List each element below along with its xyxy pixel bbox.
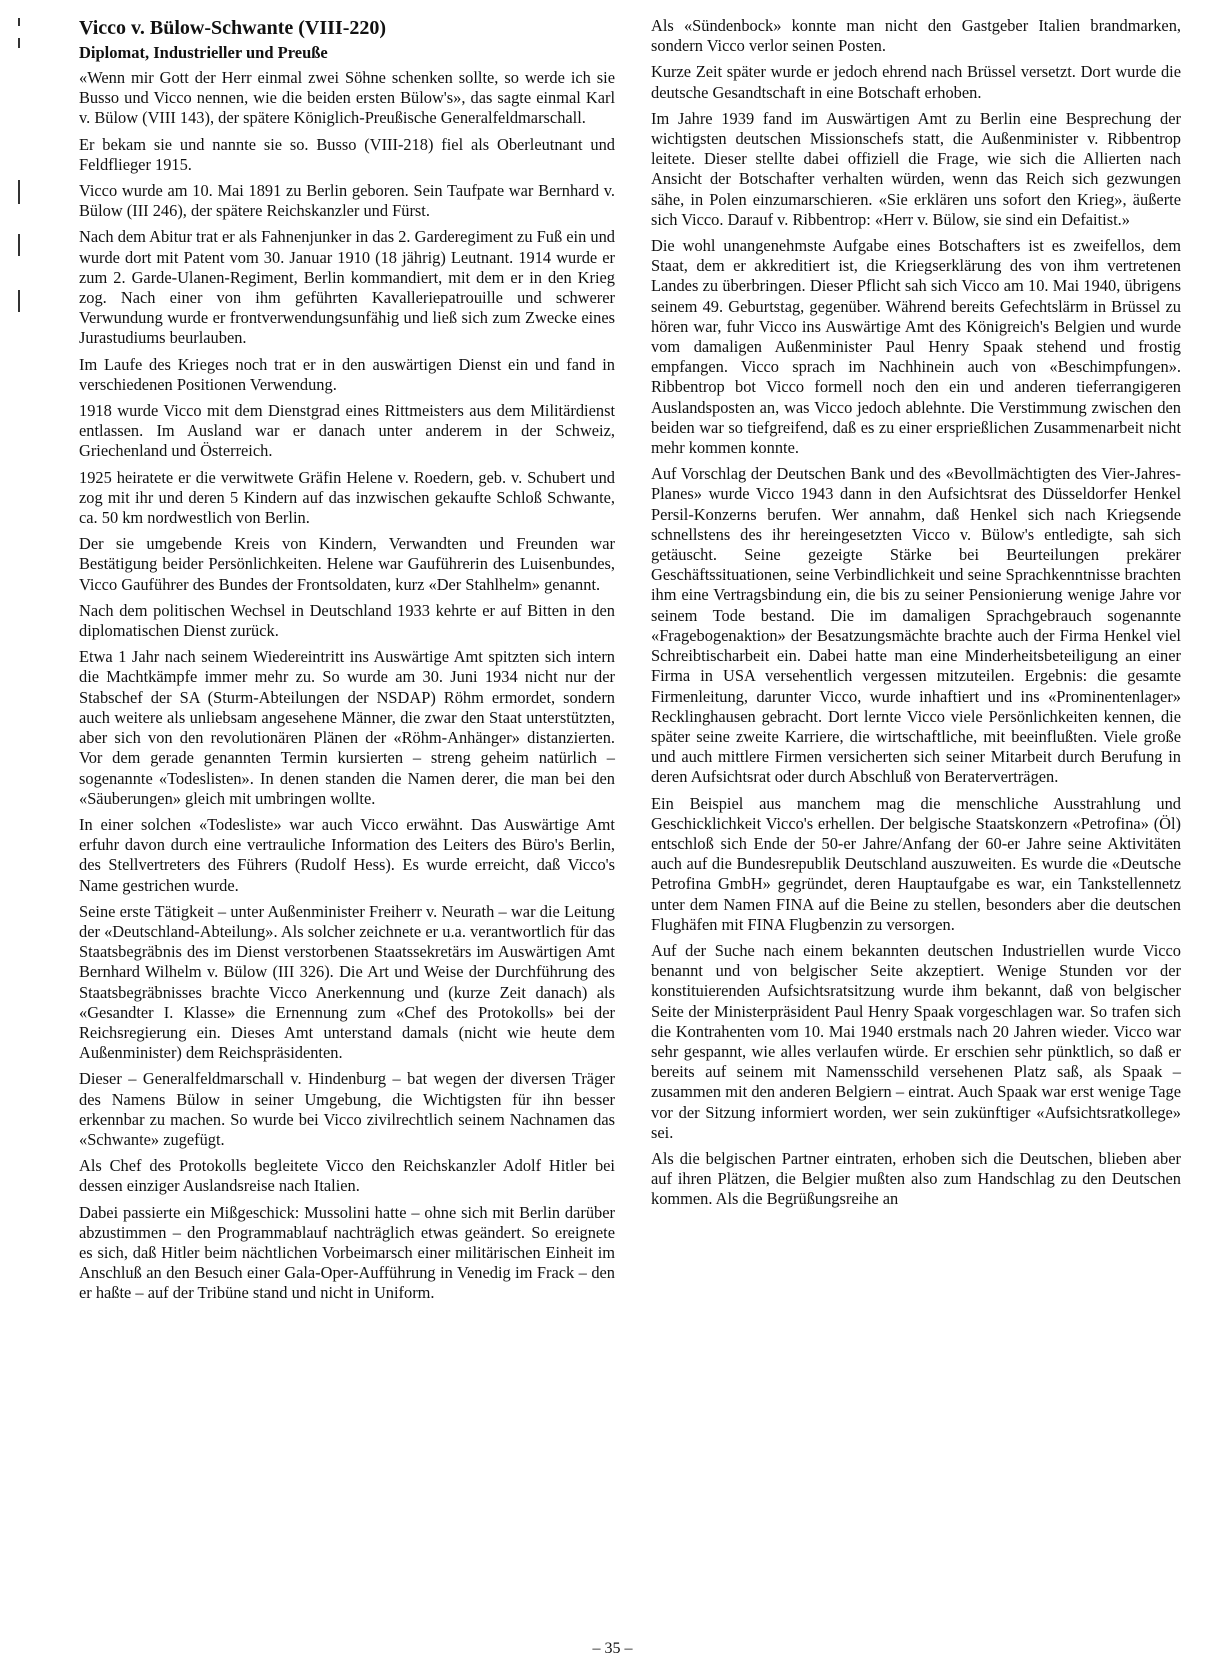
paragraph: Die wohl unangenehmste Aufgabe eines Botschafters ist es zweifellos, dem Staat, dem er akkreditiert ist, die Kriegserklärung des von ihm vertretenen Landes zu überbringen. Dieser Pflicht sah sich Vicco am 10. Mai 1940, übrigens seinem 49. Geburtstag, gegenüber. Während bereits Gefechtslärm in Brüssel zu hören war, fuhr Vicco ins Auswärtige Amt des Königreich's Belgien und wurde vom damaligen Außenminister Paul Henry Spaak stehend und frostig empfangen. Vicco sprach im Nachhinein auch von «Beschimpfungen». Ribbentrop bot Vicco formell noch den ein und anderen tieferrangigeren Auslandsposten an, was Vicco jedoch ablehnte. Die Verstimmung zwischen den beiden war so tiefgreifend, daß es zu einer ersprießlichen Zusammenarbeit nicht mehr kommen konnte. <box>651 236 1181 458</box>
margin-mark <box>18 38 20 48</box>
paragraph: 1925 heiratete er die verwitwete Gräfin Helene v. Roedern, geb. v. Schubert und zog mit ihr und deren 5 Kindern auf das inzwischen gekaufte Schloß Schwante, ca. 50 km nordwestlich von Berlin. <box>79 467 615 528</box>
paragraph: Nach dem Abitur trat er als Fahnenjunker in das 2. Garderegiment zu Fuß ein und wurde dort mit Patent vom 30. Januar 1910 (18 jährig) Leutnant. 1914 wurde er zum 2. Garde-Ulanen-Regiment, Berlin kommandiert, mit dem er in den Krieg zog. Nach einer von ihm geführten Kavalleriepatrouille und schwerer Verwundung wurde er frontverwendungsunfähig und ließ sich zum Zwecke eines Jurastudiums beurlauben. <box>79 227 615 348</box>
paragraph: Seine erste Tätigkeit – unter Außenminister Freiherr v. Neurath – war die Leitung der «Deutschland-Abteilung». Als solcher zeichnete er u.a. verantwortlich für das Staatsbegräbnis des im Dienst verstorbenen Staatssekretärs im Auswärtigen Amt Bernhard Wilhelm v. Bülow (III 326). Die Art und Weise der Durchführung des Staatsbegräbnisses brachte Vicco Anerkennung und (kurze Zeit danach) als «Gesandter I. Klasse» die Ernennung zum «Chef des Protokolls» bei der Reichsregierung ein. Dieses Amt unterstand damals (nicht wie heute dem Außenminister) dem Reichspräsidenten. <box>79 901 615 1063</box>
paragraph: Vicco wurde am 10. Mai 1891 zu Berlin geboren. Sein Taufpate war Bernhard v. Bülow (III 246), der spätere Reichskanzler und Fürst. <box>79 181 615 221</box>
paragraph: Nach dem politischen Wechsel in Deutschland 1933 kehrte er auf Bitten in den diplomatischen Dienst zurück. <box>79 600 615 641</box>
paragraph: Etwa 1 Jahr nach seinem Wiedereintritt ins Auswärtige Amt spitzten sich intern die Machtkämpfe immer mehr zu. So wurde am 30. Juni 1934 nicht nur der Stabschef der SA (Sturm-Abteilungen der NSDAP) Röhm ermordet, sondern auch weitere als unliebsam angesehene Männer, die zwar den Staat unterstützten, aber sich von den revolutionären Plänen der «Röhm-Anhänger» distanzierten. Vor dem gerade genannten Termin kursierten – streng geheim natürlich – sogenannte «Todeslisten». In denen standen die Namen derer, die man bei den «Säuberungen» gleich mit umbringen wollte. <box>79 647 615 808</box>
paragraph: Ein Beispiel aus manchem mag die menschliche Ausstrahlung und Geschicklichkeit Vicco's erhellen. Der belgische Staatskonzern «Petrofina» (Öl) entschloß sich Ende der 50-er Jahre/Anfang der 60-er Jahre seine Aktivitäten auch auf die Bundesrepublik Deutschland auszuweiten. Es wurde die «Deutsche Petrofina GmbH» gegründet, deren Hauptaufgabe es war, ein Tankstellennetz unter dem Namen FINA auf die Beine zu stellen, besonders aber die deutschen Flughäfen mit FINA Flugbenzin zu versorgen. <box>651 793 1181 934</box>
paragraph: Als Chef des Protokolls begleitete Vicco den Reichskanzler Adolf Hitler bei dessen einziger Auslandsreise nach Italien. <box>79 1156 615 1196</box>
margin-mark <box>18 234 20 256</box>
paragraph: Als «Sündenbock» konnte man nicht den Gastgeber Italien brandmarken, sondern Vicco verlor seinen Posten. <box>651 16 1181 56</box>
paragraph: In einer solchen «Todesliste» war auch Vicco erwähnt. Das Auswärtige Amt erfuhr davon durch eine vertrauliche Information des Leiters des Büro's Berlin, des Stellvertreters des Führers (Rudolf Hess). Es wurde erreicht, daß Vicco's Name gestrichen wurde. <box>79 814 615 895</box>
page-number: – 35 – <box>592 1640 633 1657</box>
paragraph: 1918 wurde Vicco mit dem Dienstgrad eines Rittmeisters aus dem Militärdienst entlassen. Im Ausland war er danach unter anderem in der Schweiz, Griechenland und Österreich. <box>79 401 615 461</box>
margin-mark <box>18 18 20 26</box>
margin-mark <box>18 180 20 204</box>
paragraph: Kurze Zeit später wurde er jedoch ehrend nach Brüssel versetzt. Dort wurde die deutsche Gesandtschaft in eine Botschaft erhoben. <box>651 62 1181 102</box>
left-column <box>79 16 615 1310</box>
paragraph: Auf Vorschlag der Deutschen Bank und des «Bevollmächtigten des Vier-Jahres-Planes» wurde Vicco 1943 dann in den Aufsichtsrat des Düsseldorfer Henkel Persil-Konzerns berufen. Wer annahm, daß Henkel sich nach Kriegsende schnellstens des ihr hereingesetzten Vicco v. Bülow's entledigte, sah sich getäuscht. Seine gezeigte Stärke bei Beurteilungen prekärer Geschäftssituationen, seine Verbindlichkeit und seine Sprachkenntnisse brachten ihm eine Vertragsbindung ein, die bis zu seiner Pensionierung wenige Jahre vor seinem Tode bestand. Die im damaligen Sprachgebrauch sogenannte «Fragebogenaktion» der Besatzungsmächte brachte auch der Firma Henkel viel Schreibtischarbeit ein. Dabei hatte man eine Minderheitsbeteiligung an einer Firma in USA versehentlich vergessen mitzuteilen. Ergebnis: die gesamte Firmenleitung, darunter Vicco, wurde inhaftiert und ins «Prominentenlager» Recklinghausen gebracht. Dort lernte Vicco viele Persönlichkeiten kennen, die später seine zweite Karriere, die wirtschaftliche, mit beeinflußten. Viele große und auch mittlere Firmen versicherten sich seiner Mitarbeit durch Berufung in deren Aufsichtsrat oder durch Abschluß von Beraterverträgen. <box>651 464 1181 787</box>
paragraph: Im Laufe des Krieges noch trat er in den auswärtigen Dienst ein und fand in verschiedenen Positionen Verwendung. <box>79 354 615 394</box>
paragraph: Dieser – Generalfeldmarschall v. Hindenburg – bat wegen der diversen Träger des Namens Bülow in seiner Umgebung, die Wichtigsten für ihn besser erkennbar zu machen. So wurde bei Vicco zivilrechtlich seinem Nachnamen das «Schwante» zugefügt. <box>79 1069 615 1149</box>
paragraph: Dabei passierte ein Mißgeschick: Mussolini hatte – ohne sich mit Berlin darüber abzustimmen – den Programmablauf nachträglich etwas geändert. So ereignete es sich, daß Hitler beim nächtlichen Vorbeimarsch einer militärischen Einheit im Anschluß an den Besuch einer Gala-Oper-Aufführung in Venedig im Frack – den er haßte – auf der Tribüne stand und nicht in Uniform. <box>79 1202 615 1303</box>
article-title: Vicco v. Bülow-Schwante (VIII-220) <box>79 17 387 39</box>
margin-mark <box>18 290 20 312</box>
paragraph: Er bekam sie und nannte sie so. Busso (VIII-218) fiel als Oberleutnant und Feldflieger 1915. <box>79 134 615 174</box>
paragraph: «Wenn mir Gott der Herr einmal zwei Söhne schenken sollte, so werde ich sie Busso und Vicco nennen, wie die beiden ersten Bülow's», das sagte einmal Karl v. Bülow (VIII 143), der spätere Königlich-Preußische Generalfeldmarschall. <box>79 68 615 128</box>
right-column <box>651 16 1181 1216</box>
paragraph: Der sie umgebende Kreis von Kindern, Verwandten und Freunden war Bestätigung beider Persönlichkeiten. Helene war Gauführerin des Luisenbundes, Vicco Gauführer des Bundes der Frontsoldaten, kurz «Der Stahlhelm» genannt. <box>79 534 615 594</box>
margin-marks <box>0 0 40 1669</box>
paragraph: Als die belgischen Partner eintraten, erhoben sich die Deutschen, blieben aber auf ihren Plätzen, die Belgier mußten also zum Handschlag zu den Deutschen kommen. Als die Begrüßungsreihe an <box>651 1148 1181 1209</box>
paragraph: Auf der Suche nach einem bekannten deutschen Industriellen wurde Vicco benannt und von belgischer Seite akzeptiert. Wenige Stunden vor der konstituierenden Aufsichtsratsitzung wurde ihm bekannt, daß von belgischer Seite der Ministerpräsident Paul Henry Spaak vorgeschlagen war. So trafen sich die Kontrahenten vom 10. Mai 1940 erstmals nach 20 Jahren wieder. Vicco war sehr gespannt, wie alles verlaufen würde. Er erschien sehr pünktlich, so daß er bereits auf seinem mit Namensschild versehenen Platz saß, als Spaak – zusammen mit den anderen Belgiern – eintrat. Auch Spaak war erst wenige Tage vor der Sitzung informiert worden, wer sein zukünftiger «Aufsichtsratkollege» sei. <box>651 940 1181 1142</box>
article-subtitle: Diplomat, Industrieller und Preuße <box>79 43 328 62</box>
paragraph: Im Jahre 1939 fand im Auswärtigen Amt zu Berlin eine Besprechung der wichtigsten deutschen Missionschefs statt, die Außenminister v. Ribbentrop leitete. Dieser stellte dabei offiziell die Frage, wie sich die Allierten nach Ansicht der Botschafter verhalten würden, wenn das Reich sich gezwungen sähe, in Polen einzumarschieren. «Sie erklären uns sofort den Krieg», äußerte sich Vicco. Darauf v. Ribbentrop: «Herr v. Bülow, sie sind ein Defaitist.» <box>651 108 1181 229</box>
